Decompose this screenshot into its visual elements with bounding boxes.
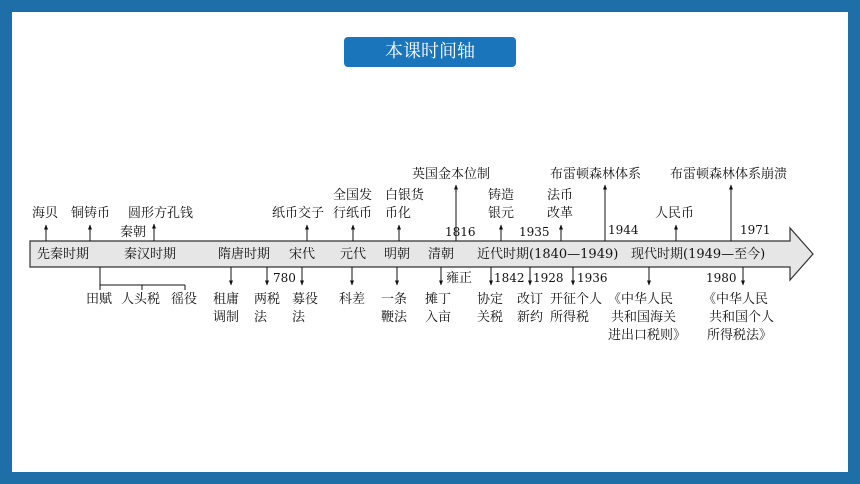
period-labels bbox=[37, 246, 765, 262]
label-baiyin-1: 白银货 bbox=[385, 188, 425, 203]
label-zhuzao-2: 银元 bbox=[488, 206, 515, 221]
label-bretton: 布雷顿森林体系 bbox=[550, 167, 642, 182]
period-suitang: 隋唐时期 bbox=[218, 247, 271, 262]
label-tianfu: 田赋 bbox=[86, 292, 113, 307]
label-keju: 科差 bbox=[339, 292, 366, 307]
period-qinhan: 秦汉时期 bbox=[124, 247, 177, 262]
year-780: 780 bbox=[273, 271, 296, 285]
period-qing: 清朝 bbox=[428, 247, 455, 262]
year-1980: 1980 bbox=[706, 271, 737, 285]
label-haiguan-2: 共和国海关 bbox=[611, 310, 677, 325]
year-1842: 1842 bbox=[494, 271, 525, 285]
tax-events bbox=[86, 267, 774, 343]
label-zhibi: 纸币交子 bbox=[272, 206, 325, 221]
label-geren-2: 共和国个人 bbox=[709, 310, 775, 325]
page-title: 本课时间轴 bbox=[344, 37, 516, 67]
label-haiguan-3: 进出口税则》 bbox=[608, 328, 687, 343]
period-xianqin: 先秦时期 bbox=[37, 247, 90, 262]
year-1935: 1935 bbox=[519, 225, 550, 239]
label-gaiding-1: 改订 bbox=[517, 292, 544, 307]
label-quanguo-1: 全国发 bbox=[333, 188, 373, 203]
label-zuyong-1: 租庸 bbox=[213, 292, 240, 307]
year-1936: 1936 bbox=[577, 271, 608, 285]
label-muyi-2: 法 bbox=[292, 310, 306, 325]
label-baiyin-2: 币化 bbox=[385, 206, 412, 221]
label-gaiding-2: 新约 bbox=[517, 310, 544, 325]
label-renminbi: 人民币 bbox=[655, 206, 695, 221]
label-yongzheng: 雍正 bbox=[446, 271, 473, 286]
period-jindai: 近代时期(1840—1949) bbox=[477, 247, 619, 262]
label-zhuzao-1: 铸造 bbox=[488, 188, 515, 203]
period-xiandai: 现代时期(1949—至今) bbox=[631, 247, 766, 262]
year-1944: 1944 bbox=[608, 223, 639, 237]
label-zuyong-2: 调制 bbox=[213, 310, 240, 325]
label-fabi-2: 改革 bbox=[547, 206, 574, 221]
label-quanguo-2: 行纸币 bbox=[333, 206, 373, 221]
year-1971: 1971 bbox=[740, 223, 771, 237]
label-yingguo: 英国金本位制 bbox=[412, 167, 491, 182]
label-kaizheng-2: 所得税 bbox=[550, 310, 590, 325]
label-liangshui-2: 法 bbox=[254, 310, 268, 325]
period-song: 宋代 bbox=[289, 247, 316, 262]
period-yuan: 元代 bbox=[340, 247, 367, 262]
label-xieding-1: 协定 bbox=[477, 292, 504, 307]
label-liangshui-1: 两税 bbox=[254, 292, 281, 307]
label-geren-1: 《中华人民 bbox=[703, 292, 769, 307]
label-tongzhubi: 铜铸币 bbox=[71, 206, 111, 221]
label-qinchao: 秦朝 bbox=[120, 225, 147, 240]
label-rentoushui: 人头税 bbox=[121, 292, 161, 307]
label-yitiao-2: 鞭法 bbox=[381, 310, 408, 325]
year-1928: 1928 bbox=[533, 271, 564, 285]
label-collapse: 布雷顿森林体系崩溃 bbox=[670, 167, 788, 182]
label-fabi-1: 法币 bbox=[547, 188, 574, 203]
label-geren-3: 所得税法》 bbox=[707, 328, 773, 343]
label-yaoyi: 徭役 bbox=[171, 292, 198, 307]
period-ming: 明朝 bbox=[384, 247, 411, 262]
label-xieding-2: 关税 bbox=[477, 310, 504, 325]
year-1816: 1816 bbox=[445, 225, 476, 239]
label-yuanxing: 圆形方孔钱 bbox=[128, 206, 194, 221]
label-yitiao-1: 一条 bbox=[381, 292, 408, 307]
label-tanding-1: 摊丁 bbox=[425, 292, 452, 307]
label-tanding-2: 入亩 bbox=[425, 310, 452, 325]
label-haiguan-1: 《中华人民 bbox=[608, 292, 674, 307]
label-kaizheng-1: 开征个人 bbox=[550, 292, 603, 307]
label-muyi-1: 募役 bbox=[292, 292, 319, 307]
currency-events bbox=[32, 166, 787, 241]
label-haibei: 海贝 bbox=[32, 206, 59, 221]
